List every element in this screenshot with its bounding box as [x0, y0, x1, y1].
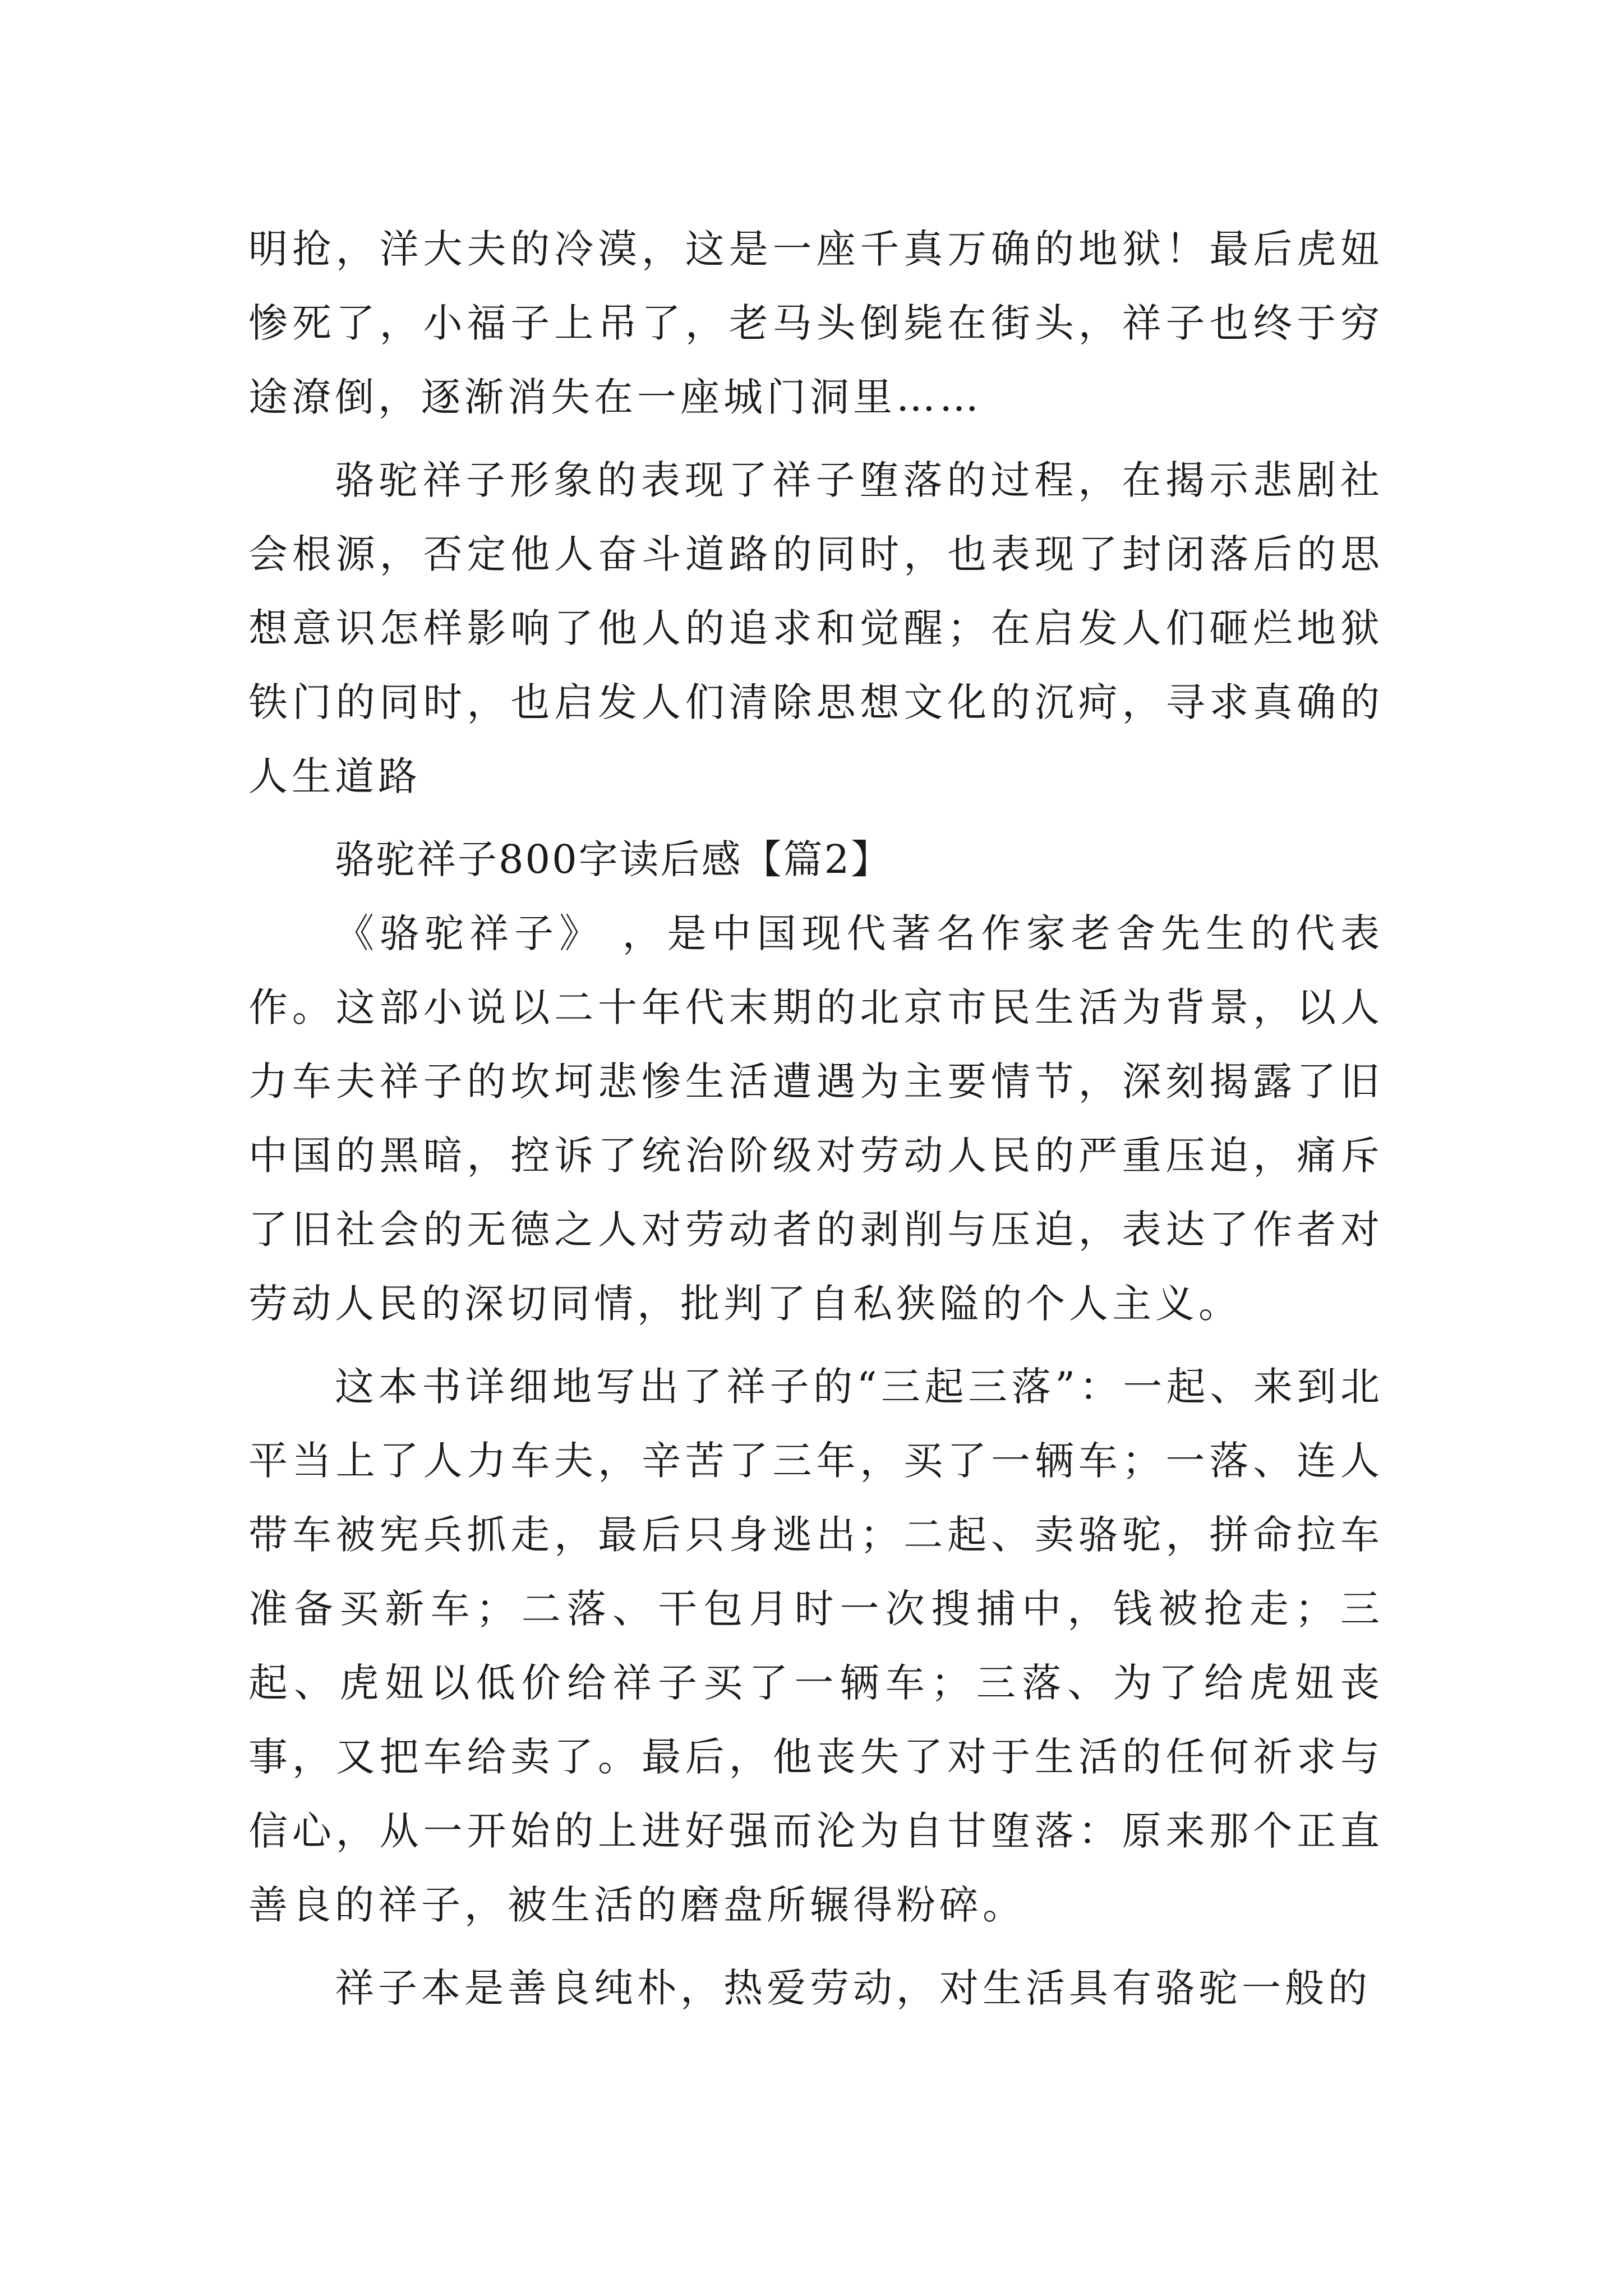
paragraph-three-rises-falls: 这本书详细地写出了祥子的“三起三落”：一起、来到北平当上了人力车夫，辛苦了三年，买了一辆车；一落、连人带车被宪兵抓走，最后只身逃出；二起、卖骆驼，拼命拉车准备买新车；二落、干包月时一次搜捕中，钱被抢走；三起、虎妞以低价给祥子买了一辆车；三落、为了给虎妞丧事，又把车给卖了。最后，他丧失了对于生活的任何祈求与信心，从一开始的上进好强而沦为自甘堕落：原来那个正直善良的祥子，被生活的磨盘所辗得粉碎。 [248, 1364, 1384, 1928]
paragraph-continuation: 明抢，洋大夫的冷漠，这是一座千真万确的地狱！最后虎妞惨死了，小福子上吊了，老马头倒毙在街头，祥子也终于穷途潦倒，逐渐消失在一座城门洞里…… [248, 226, 1384, 420]
paragraph-summary: 骆驼祥子形象的表现了祥子堕落的过程，在揭示悲剧社会根源，否定他人奋斗道路的同时，也表现了封闭落后的思想意识怎样影响了他人的追求和觉醒；在启发人们砸烂地狱铁门的同时，也启发人们清除思想文化的沉疴，寻求真确的人生道路 [248, 457, 1384, 799]
section-heading: 骆驼祥子800字读后感【篇2】 [335, 836, 892, 882]
paragraph-intro: 《骆驼祥子》 ，是中国现代著名作家老舍先生的代表作。这部小说以二十年代末期的北京市民生活为背景，以人力车夫祥子的坎坷悲惨生活遭遇为主要情节，深刻揭露了旧中国的黑暗，控诉了统治阶级对劳动人民的严重压迫，痛斥了旧社会的无德之人对劳动者的剥削与压迫，表达了作者对劳动人民的深切同情，批判了自私狭隘的个人主义。 [248, 910, 1384, 1327]
document-body [248, 212, 1384, 2025]
paragraph-character: 祥子本是善良纯朴，热爱劳动，对生活具有骆驼一般的 [335, 1965, 1371, 2011]
